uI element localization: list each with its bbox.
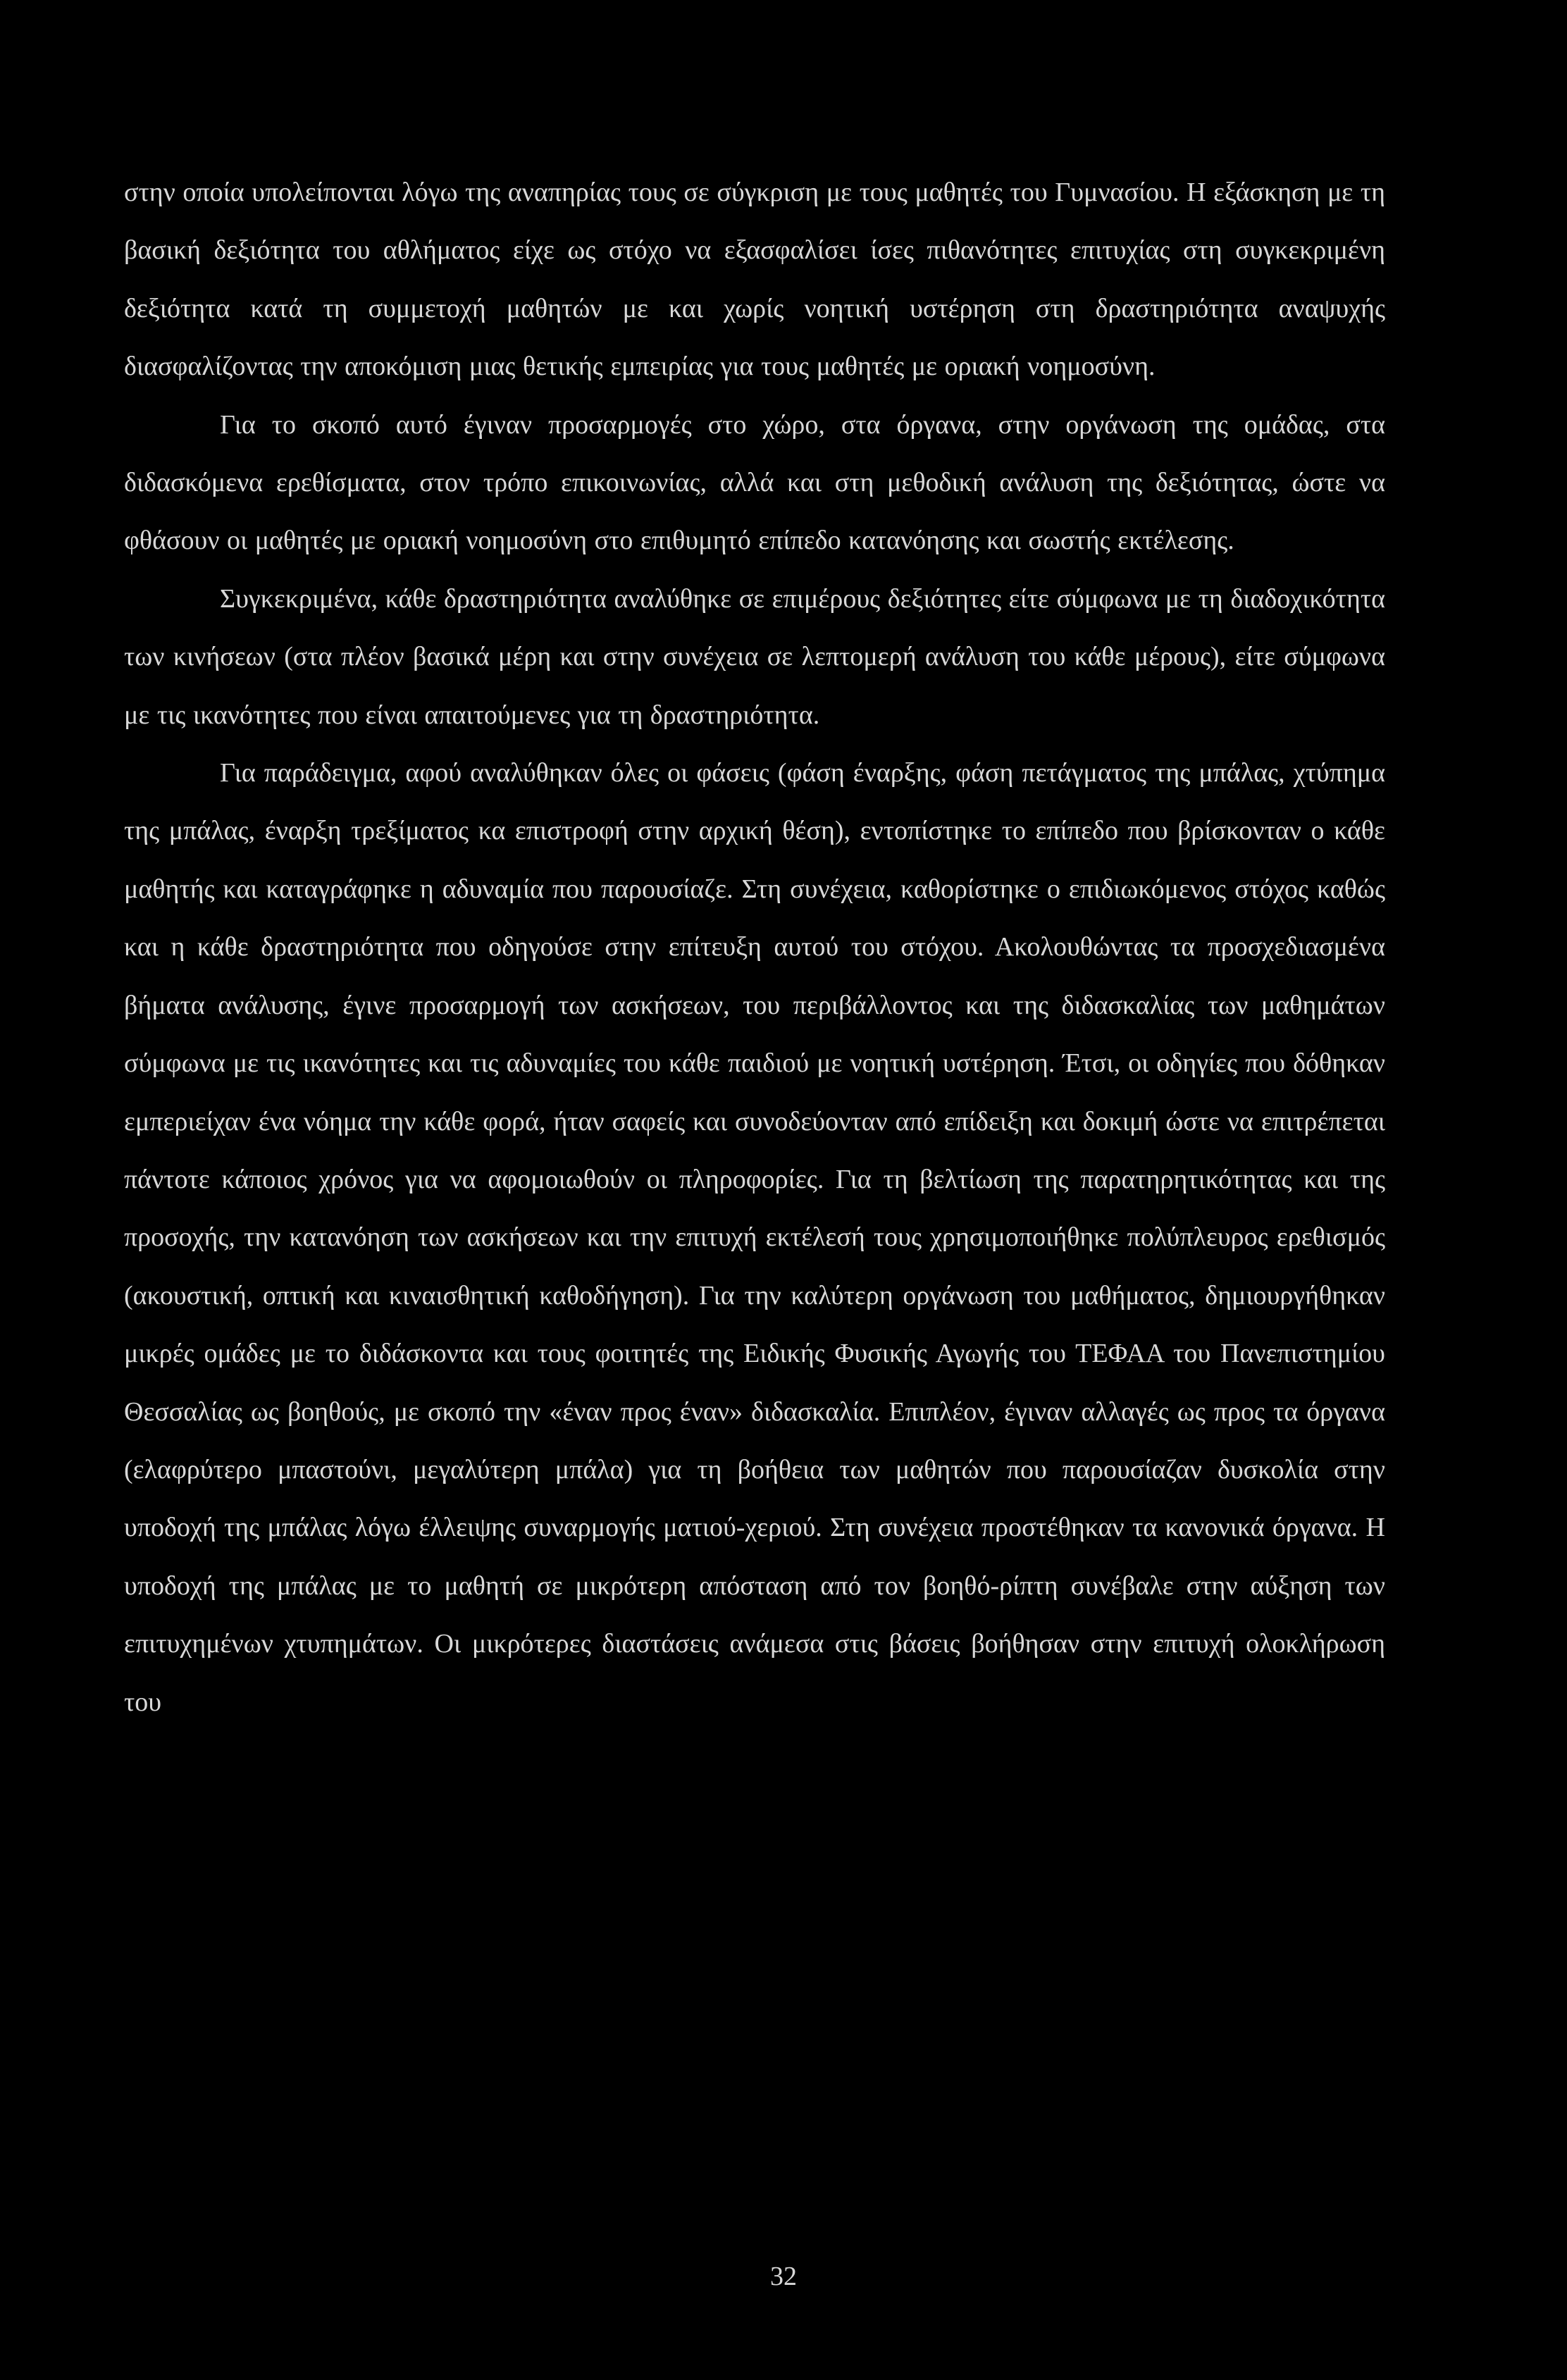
page-number: 32 (770, 2262, 797, 2291)
paragraph-continuation: στην οποία υπολείπονται λόγω της αναπηρίας τους σε σύγκριση με τους μαθητές του Γυμνασίου. Η εξάσκηση με τη βασική δεξιότητα του αθλήματος είχε ως στόχο να εξασφαλίσει ίσες πιθανότητες επιτυχίας στη συγκεκριμένη δεξιότητα κατά τη συμμετοχή μαθητών με και χωρίς νοητική υστέρηση στη δραστηριότητα αναψυχής διασφαλίζοντας την αποκόμιση μιας θετικής εμπειρίας για τους μαθητές με οριακή νοημοσύνη. (124, 178, 1385, 382)
paragraph-example: Για παράδειγμα, αφού αναλύθηκαν όλες οι φάσεις (φάση έναρξης, φάση πετάγματος της μπάλας, χτύπημα της μπάλας, έναρξη τρεξίματος κα επιστροφή στην αρχική θέση), εντοπίστηκε το επίπεδο που βρίσκονταν ο κάθε μαθητής και καταγράφηκε η αδυναμία που παρουσίαζε. Στη συνέχεια, καθορίστηκε ο επιδιωκόμενος στόχος καθώς και η κάθε δραστηριότητα που οδηγούσε στην επίτευξη αυτού του στόχου. Ακολουθώντας τα προσχεδιασμένα βήματα ανάλυσης, έγινε προσαρμογή των ασκήσεων, του περιβάλλοντος και της διδασκαλίας των μαθημάτων σύμφωνα με τις ικανότητες και τις αδυναμίες του κάθε παιδιού με νοητική υστέρηση. Έτσι, οι οδηγίες που δόθηκαν εμπεριείχαν ένα νόημα την κάθε φορά, ήταν σαφείς και συνοδεύονταν από επίδειξη και δοκιμή ώστε να επιτρέπεται πάντοτε κάποιος χρόνος για να αφομοιωθούν οι πληροφορίες. Για τη βελτίωση της παρατηρητικότητας και της προσοχής, την κατανόηση των ασκήσεων και την επιτυχή εκτέλεσή τους χρησιμοποιήθηκε πολύπλευρος ερεθισμός (ακουστική, οπτική και κιναισθητική καθοδήγηση). Για την καλύτερη οργάνωση του μαθήματος, δημιουργήθηκαν μικρές ομάδες με το διδάσκοντα και τους φοιτητές της Ειδικής Φυσικής Αγωγής του ΤΕΦΑΑ του Πανεπιστημίου Θεσσαλίας ως βοηθούς, με σκοπό την «έναν προς έναν» διδασκαλία. Επιπλέον, έγιναν αλλαγές ως προς τα όργανα (ελαφρύτερο μπαστούνι, μεγαλύτερη μπάλα) για τη βοήθεια των μαθητών που παρουσίαζαν δυσκολία στην υποδοχή της μπάλας λόγω έλλειψης συναρμογής ματιού-χεριού. Στη συνέχεια προστέθηκαν τα κανονικά όργανα. Η υποδοχή της μπάλας με το μαθητή σε μικρότερη απόσταση από τον βοηθό-ρίπτη συνέβαλε στην αύξηση των επιτυχημένων χτυπημάτων. Οι μικρότερες διαστάσεις ανάμεσα στις βάσεις βοήθησαν στην επιτυχή ολοκλήρωση του (124, 758, 1385, 1717)
document-body (124, 163, 1385, 1731)
paragraph-adaptations: Για το σκοπό αυτό έγιναν προσαρμογές στο χώρο, στα όργανα, στην οργάνωση της ομάδας, στα διδασκόμενα ερεθίσματα, στον τρόπο επικοινωνίας, αλλά και στη μεθοδική ανάλυση της δεξιότητας, ώστε να φθάσουν οι μαθητές με οριακή νοημοσύνη στο επιθυμητό επίπεδο κατανόησης και σωστής εκτέλεσης. (124, 409, 1385, 556)
paragraph-skill-analysis: Συγκεκριμένα, κάθε δραστηριότητα αναλύθηκε σε επιμέρους δεξιότητες είτε σύμφωνα με τη διαδοχικότητα των κινήσεων (στα πλέον βασικά μέρη και στην συνέχεια σε λεπτομερή ανάλυση του κάθε μέρους), είτε σύμφωνα με τις ικανότητες που είναι απαιτούμενες για τη δραστηριότητα. (124, 583, 1385, 730)
